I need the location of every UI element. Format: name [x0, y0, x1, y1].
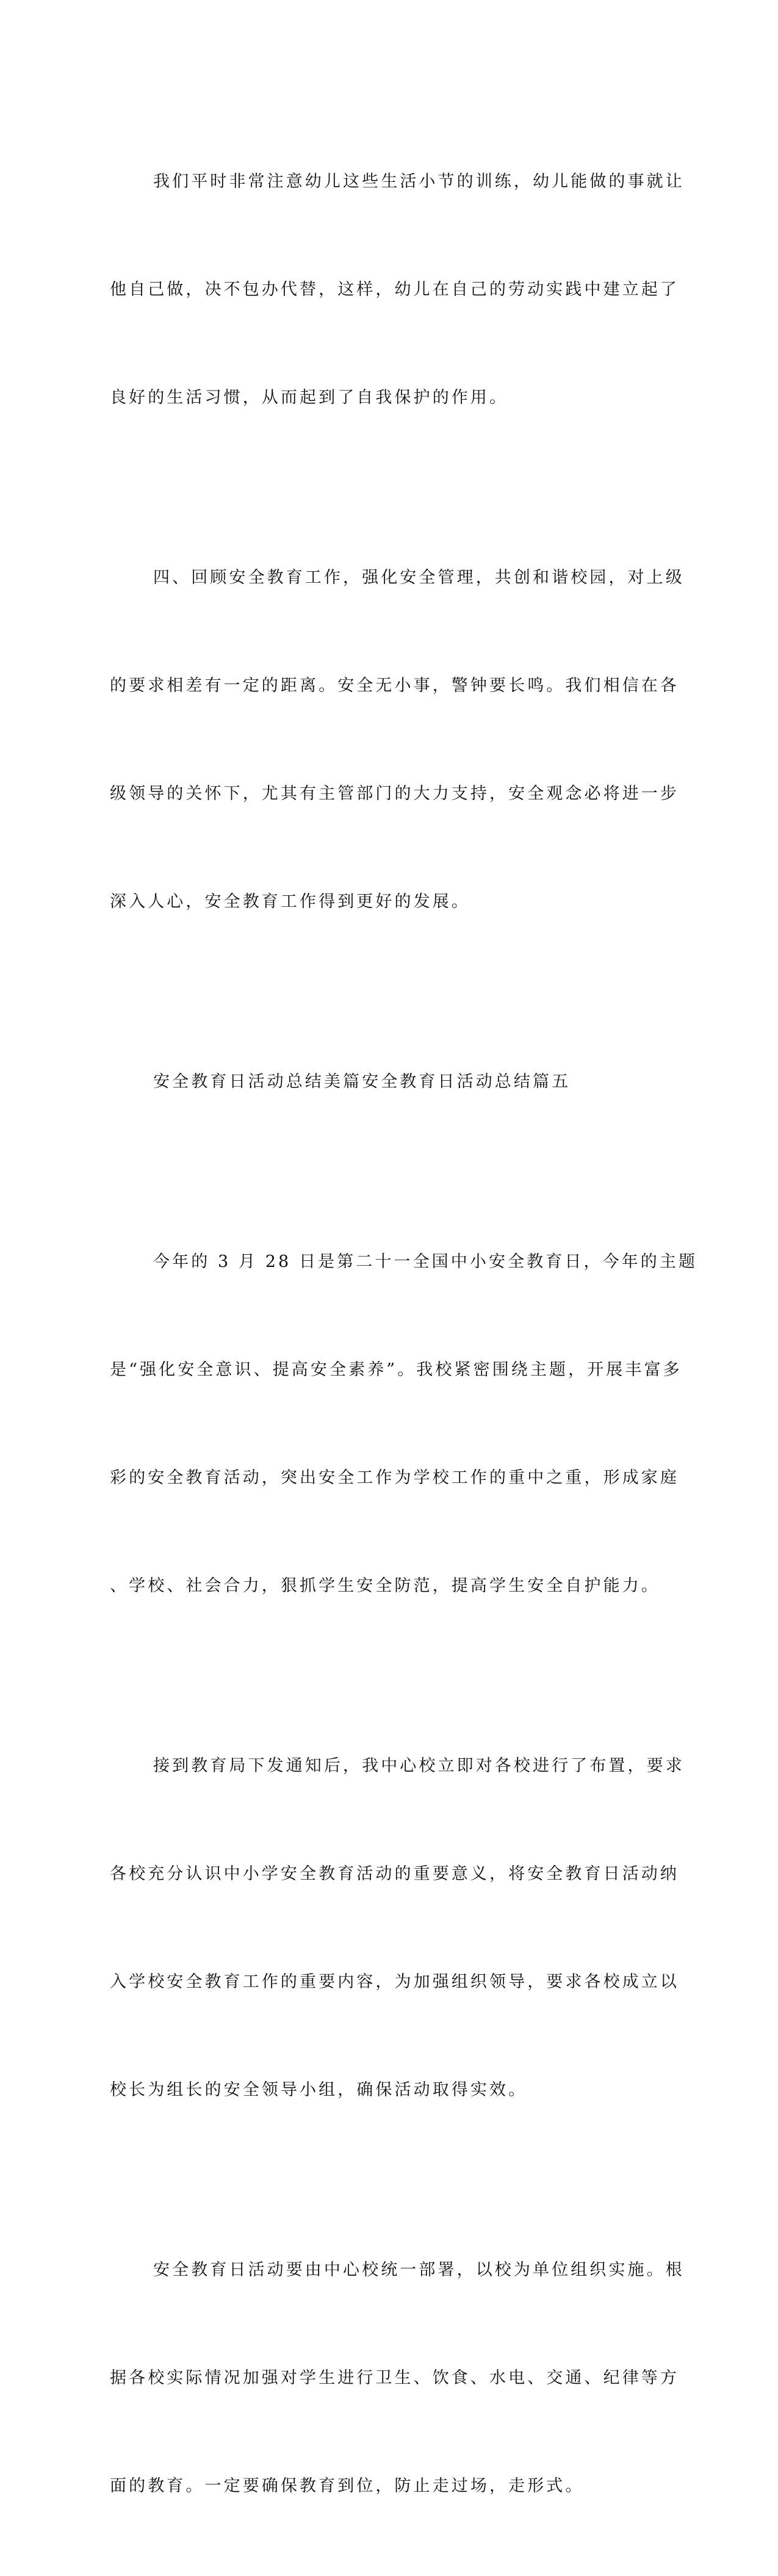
text-line: 各校充分认识中小学安全教育活动的重要意义，将安全教育日活动纳 [110, 1864, 679, 1883]
paragraph-notice [110, 1676, 685, 2180]
section-heading [110, 992, 636, 1172]
text-line: 级领导的关怀下，尤其有主管部门的大力支持，安全观念必将进一步 [110, 784, 679, 803]
text-line: 校长为组长的安全领导小组，确保活动取得实效。 [110, 2080, 528, 2099]
text-line: 四、回顾安全教育工作，强化安全管理，共创和谐校园，对上级 [153, 568, 685, 587]
text-line: 面的教育。一定要确保教育到位，防止走过场，走形式。 [110, 2477, 585, 2495]
text-line: 安全教育日活动总结美篇安全教育日活动总结篇五 [153, 1072, 571, 1091]
text-line: 彩的安全教育活动，突出安全工作为学校工作的重中之重，形成家庭 [110, 1468, 679, 1487]
paragraph-habits [110, 92, 685, 488]
text-line: 据各校实际情况加强对学生进行卫生、饮食、水电、交通、纪律等方 [110, 2369, 679, 2387]
text-line: 深入人心，安全教育工作得到更好的发展。 [110, 892, 470, 911]
text-line: 今年的 3 月 28 日是第二十一全国中小安全教育日，今年的主题 [153, 1252, 698, 1271]
text-line: 的要求相差有一定的距离。安全无小事，警钟要长鸣。我们相信在各 [110, 676, 679, 695]
paragraph-deployment [110, 2180, 685, 2576]
text-line: 我们平时非常注意幼儿这些生活小节的训练，幼儿能做的事就让 [153, 172, 685, 191]
text-line: 、学校、社会合力，狠抓学生安全防范，提高学生安全自护能力。 [110, 1576, 660, 1595]
text-line: 安全教育日活动要由中心校统一部署，以校为单位组织实施。根 [153, 2260, 685, 2279]
text-line: 入学校安全教育工作的重要内容，为加强组织领导，要求各校成立以 [110, 1972, 679, 1991]
paragraph-theme [110, 1172, 698, 1676]
text-line: 他自己做，决不包办代替，这样，幼儿在自己的劳动实践中建立起了 [110, 280, 679, 299]
text-line: 接到教育局下发通知后，我中心校立即对各校进行了布置，要求 [153, 1756, 685, 1775]
text-line: 是“强化安全意识、提高安全素养”。我校紧密围绕主题，开展丰富多 [110, 1360, 682, 1379]
document-body [110, 92, 698, 2576]
text-line: 良好的生活习惯，从而起到了自我保护的作用。 [110, 388, 509, 407]
paragraph-review [110, 488, 685, 992]
